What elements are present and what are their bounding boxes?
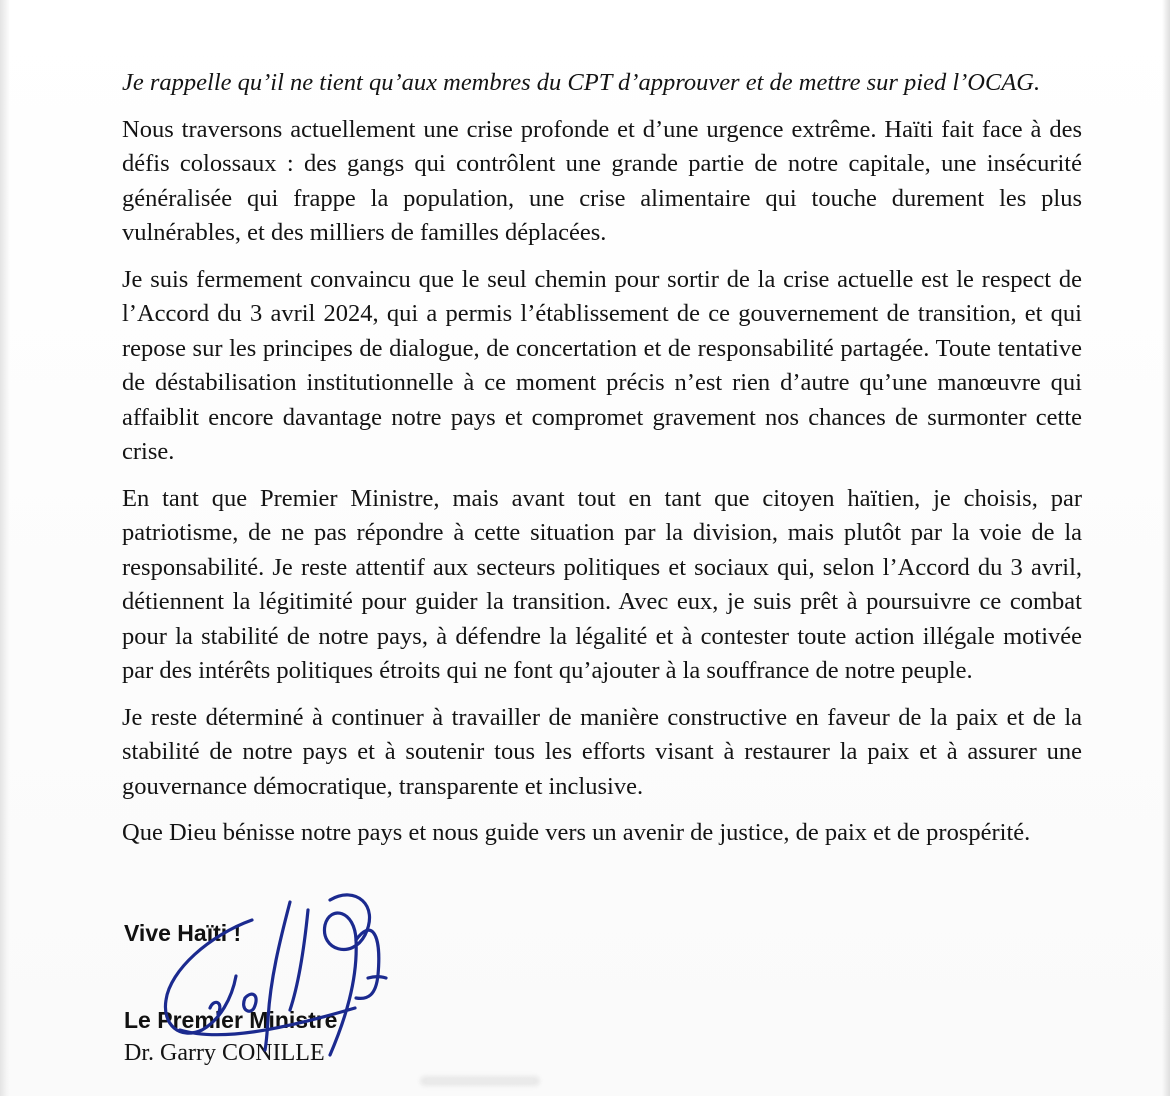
letter-body [122, 66, 1082, 863]
closing-salutation: Vive Haïti ! [124, 920, 242, 946]
paragraph-blessing: Que Dieu bénisse notre pays et nous guide vers un avenir de justice, de paix et de prospérité. [122, 819, 1031, 846]
paragraph-crisis: Nous traversons actuellement une crise profonde et d’une urgence extrême. Haïti fait face à des défis colossaux : des gangs qui contrôlent une grande partie de notre capitale, une insécurité généralisée qui frappe la population, une crise alimentaire qui touche durement les plus vulnérables, et des milliers de familles déplacées. [122, 115, 1082, 246]
signatory-name: Dr. Garry CONILLE [124, 1040, 325, 1066]
signatory-title: Le Premier Ministre [124, 1007, 338, 1033]
paragraph-responsibility: En tant que Premier Ministre, mais avant tout en tant que citoyen haïtien, je choisis, par patriotisme, de ne pas répondre à cette situation par la division, mais plutôt par la voie de la responsabilité. Je reste attentif aux secteurs politiques et sociaux qui, selon l’Accord du 3 avril, détiennent la légitimité pour guider la transition. Avec eux, je suis prêt à poursuivre ce combat pour la stabilité de notre pays, à défendre la légalité et à contester toute action illégale motivée par des intérêts politiques étroits qui ne font qu’ajouter à la souffrance de notre peuple. [122, 484, 1082, 684]
paragraph-accord: Je suis fermement convaincu que le seul chemin pour sortir de la crise actuelle est le respect de l’Accord du 3 avril 2024, qui a permis l’établissement de ce gouvernement de transition, et qui repose sur les principes de dialogue, de concertation et de responsabilité partagée. Toute tentative de déstabilisation institutionnelle à ce moment précis n’est rien d’autre qu’une manœuvre qui affaiblit encore davantage notre pays et compromet gravement nos chances de surmonter cette crise. [122, 265, 1082, 465]
page-left-edge-shadow [0, 0, 10, 1096]
handwritten-signature [140, 880, 420, 1080]
paragraph-ocag-reminder: Je rappelle qu’il ne tient qu’aux membres du CPT d’approuver et de mettre sur pied l’OCAG. [122, 69, 1041, 96]
paragraph-commitment: Je reste déterminé à continuer à travailler de manière constructive en faveur de la paix et de la stabilité de notre pays et à soutenir tous les efforts visant à restaurer la paix et à assurer une gouvernance démocratique, transparente et inclusive. [122, 703, 1082, 800]
scan-smudge [420, 1076, 540, 1086]
page-right-edge-shadow [1162, 0, 1170, 1096]
